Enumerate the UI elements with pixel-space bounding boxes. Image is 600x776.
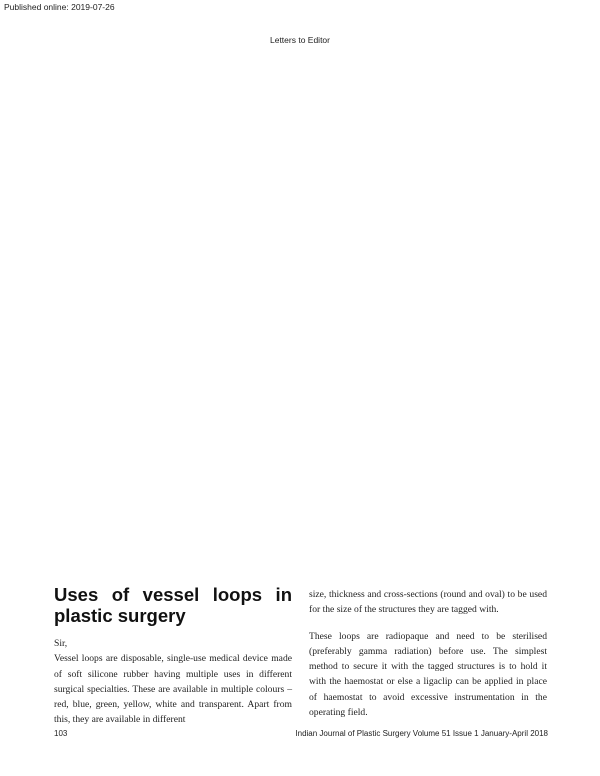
- journal-footer: Indian Journal of Plastic Surgery Volume 51 Issue 1 January-April 2018: [295, 729, 548, 738]
- salutation: Sir,: [54, 638, 68, 649]
- left-column: [54, 636, 292, 728]
- left-paragraph: Vessel loops are disposable, single-use medical device made of soft silicone rubber having multiple uses in different surgical specialties. These are available in multiple colours – red, blue, green, yellow, white and transparent. Apart from this, they are available in different: [54, 653, 292, 726]
- page-number: 103: [54, 729, 68, 738]
- right-column: [309, 587, 547, 720]
- right-paragraph-2: These loops are radiopaque and need to be sterilised (preferably gamma radiation) before use. The simplest method to secure it with the tagged structures is to hold it with the haemostat or else a ligaclip can be applied in place of haemostat to avoid excessive instrumentation in the operating field.: [309, 630, 547, 719]
- article-title: Uses of vessel loops in plastic surgery: [54, 584, 292, 626]
- published-date: Published online: 2019-07-26: [4, 2, 115, 12]
- right-paragraph-1: size, thickness and cross-sections (round and oval) to be used for the size of the structures they are tagged with.: [309, 589, 547, 616]
- section-label: Letters to Editor: [269, 35, 330, 45]
